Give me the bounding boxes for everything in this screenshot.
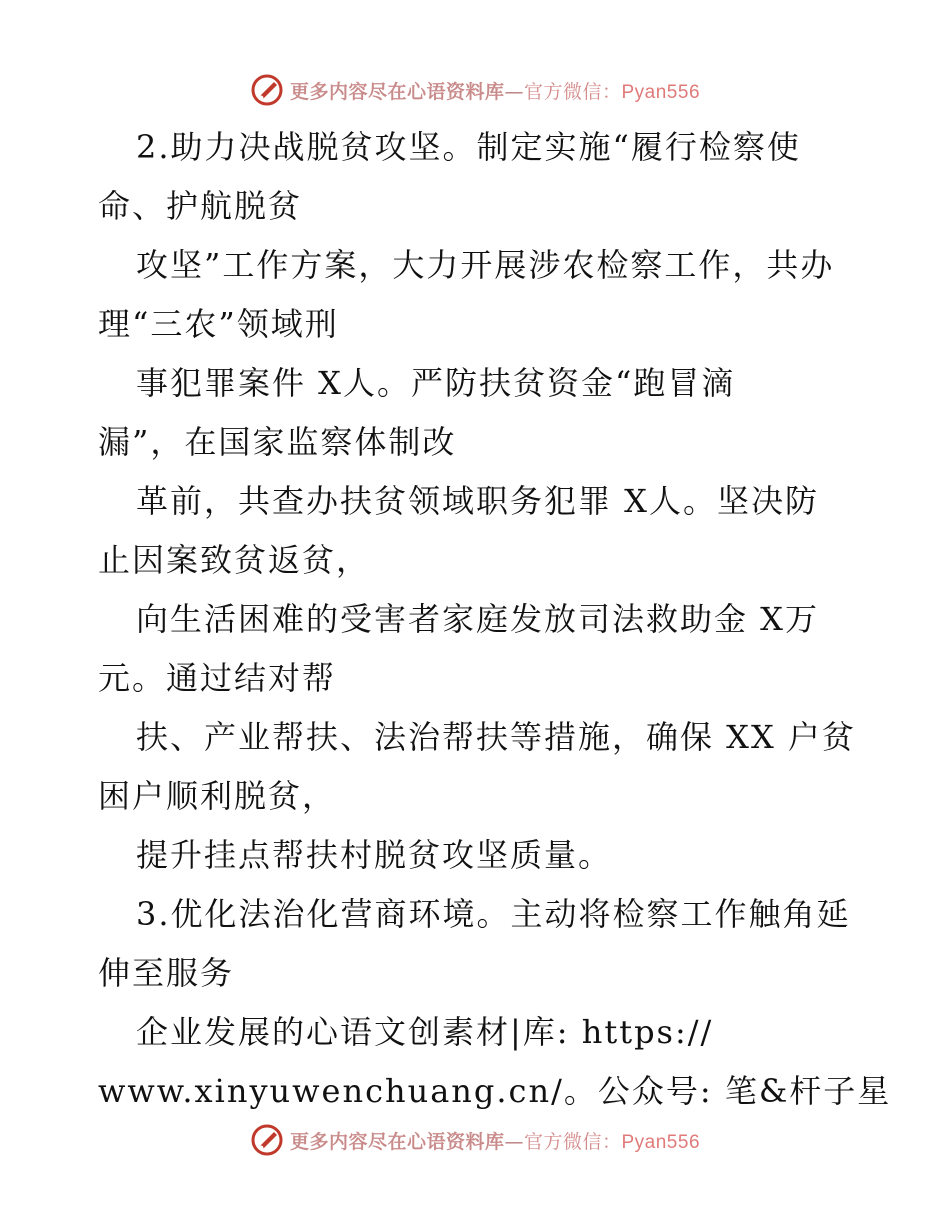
paragraph-line: 事犯罪案件 X人。严防扶贫资金“跑冒滴 <box>136 364 736 402</box>
paragraph-line: 企业发展的心语文创素材|库: https:// <box>136 1013 714 1051</box>
header-main-text: 更多内容尽在心语资料库 <box>289 80 505 103</box>
paragraph-line: www.xinyuwenchuang.cn/。公众号: 笔&杆子星 <box>98 1072 892 1110</box>
paragraph-line: 革前，共查办扶贫领域职务犯罪 X人。坚决防 <box>136 482 819 520</box>
paragraph-line: 止因案致贫返贫， <box>98 541 371 579</box>
paragraph-line: 扶、产业帮扶、法治帮扶等措施，确保 XX 户贫 <box>136 718 856 756</box>
paragraph-line: 伸至服务 <box>98 954 235 992</box>
paragraph-line: 漏”，在国家监察体制改 <box>98 423 457 461</box>
logo-icon <box>250 1123 284 1157</box>
footer-main-text: 更多内容尽在心语资料库 <box>289 1130 505 1153</box>
footer-wechat-id: Pyan556 <box>621 1131 701 1153</box>
paragraph-line: 理“三农”领域刑 <box>98 305 339 343</box>
paragraph-line: 元。通过结对帮 <box>98 659 337 697</box>
paragraph-line: 3.优化法治化营商环境。主动将检察工作触角延 <box>136 895 851 933</box>
paragraph-line: 2.助力决战脱贫攻坚。制定实施“履行检察使 <box>136 128 801 166</box>
header-watermark <box>0 70 950 110</box>
footer-watermark-text <box>290 1127 700 1154</box>
paragraph-line: 攻坚”工作方案，大力开展涉农检察工作，共办 <box>136 246 835 284</box>
logo-icon <box>250 73 284 107</box>
header-separator: — <box>504 80 524 103</box>
paragraph-line: 向生活困难的受害者家庭发放司法救助金 X万 <box>136 600 819 638</box>
footer-watermark <box>0 1120 950 1160</box>
footer-separator: — <box>504 1130 524 1153</box>
header-watermark-text <box>290 77 700 104</box>
header-wechat-id: Pyan556 <box>621 81 701 103</box>
paragraph-line: 困户顺利脱贫， <box>98 777 337 815</box>
header-wechat-label: 官方微信： <box>523 80 622 103</box>
paragraph-line: 命、护航脱贫 <box>98 187 303 225</box>
paragraph-line: 提升挂点帮扶村脱贫攻坚质量。 <box>136 836 613 874</box>
footer-wechat-label: 官方微信： <box>523 1130 622 1153</box>
